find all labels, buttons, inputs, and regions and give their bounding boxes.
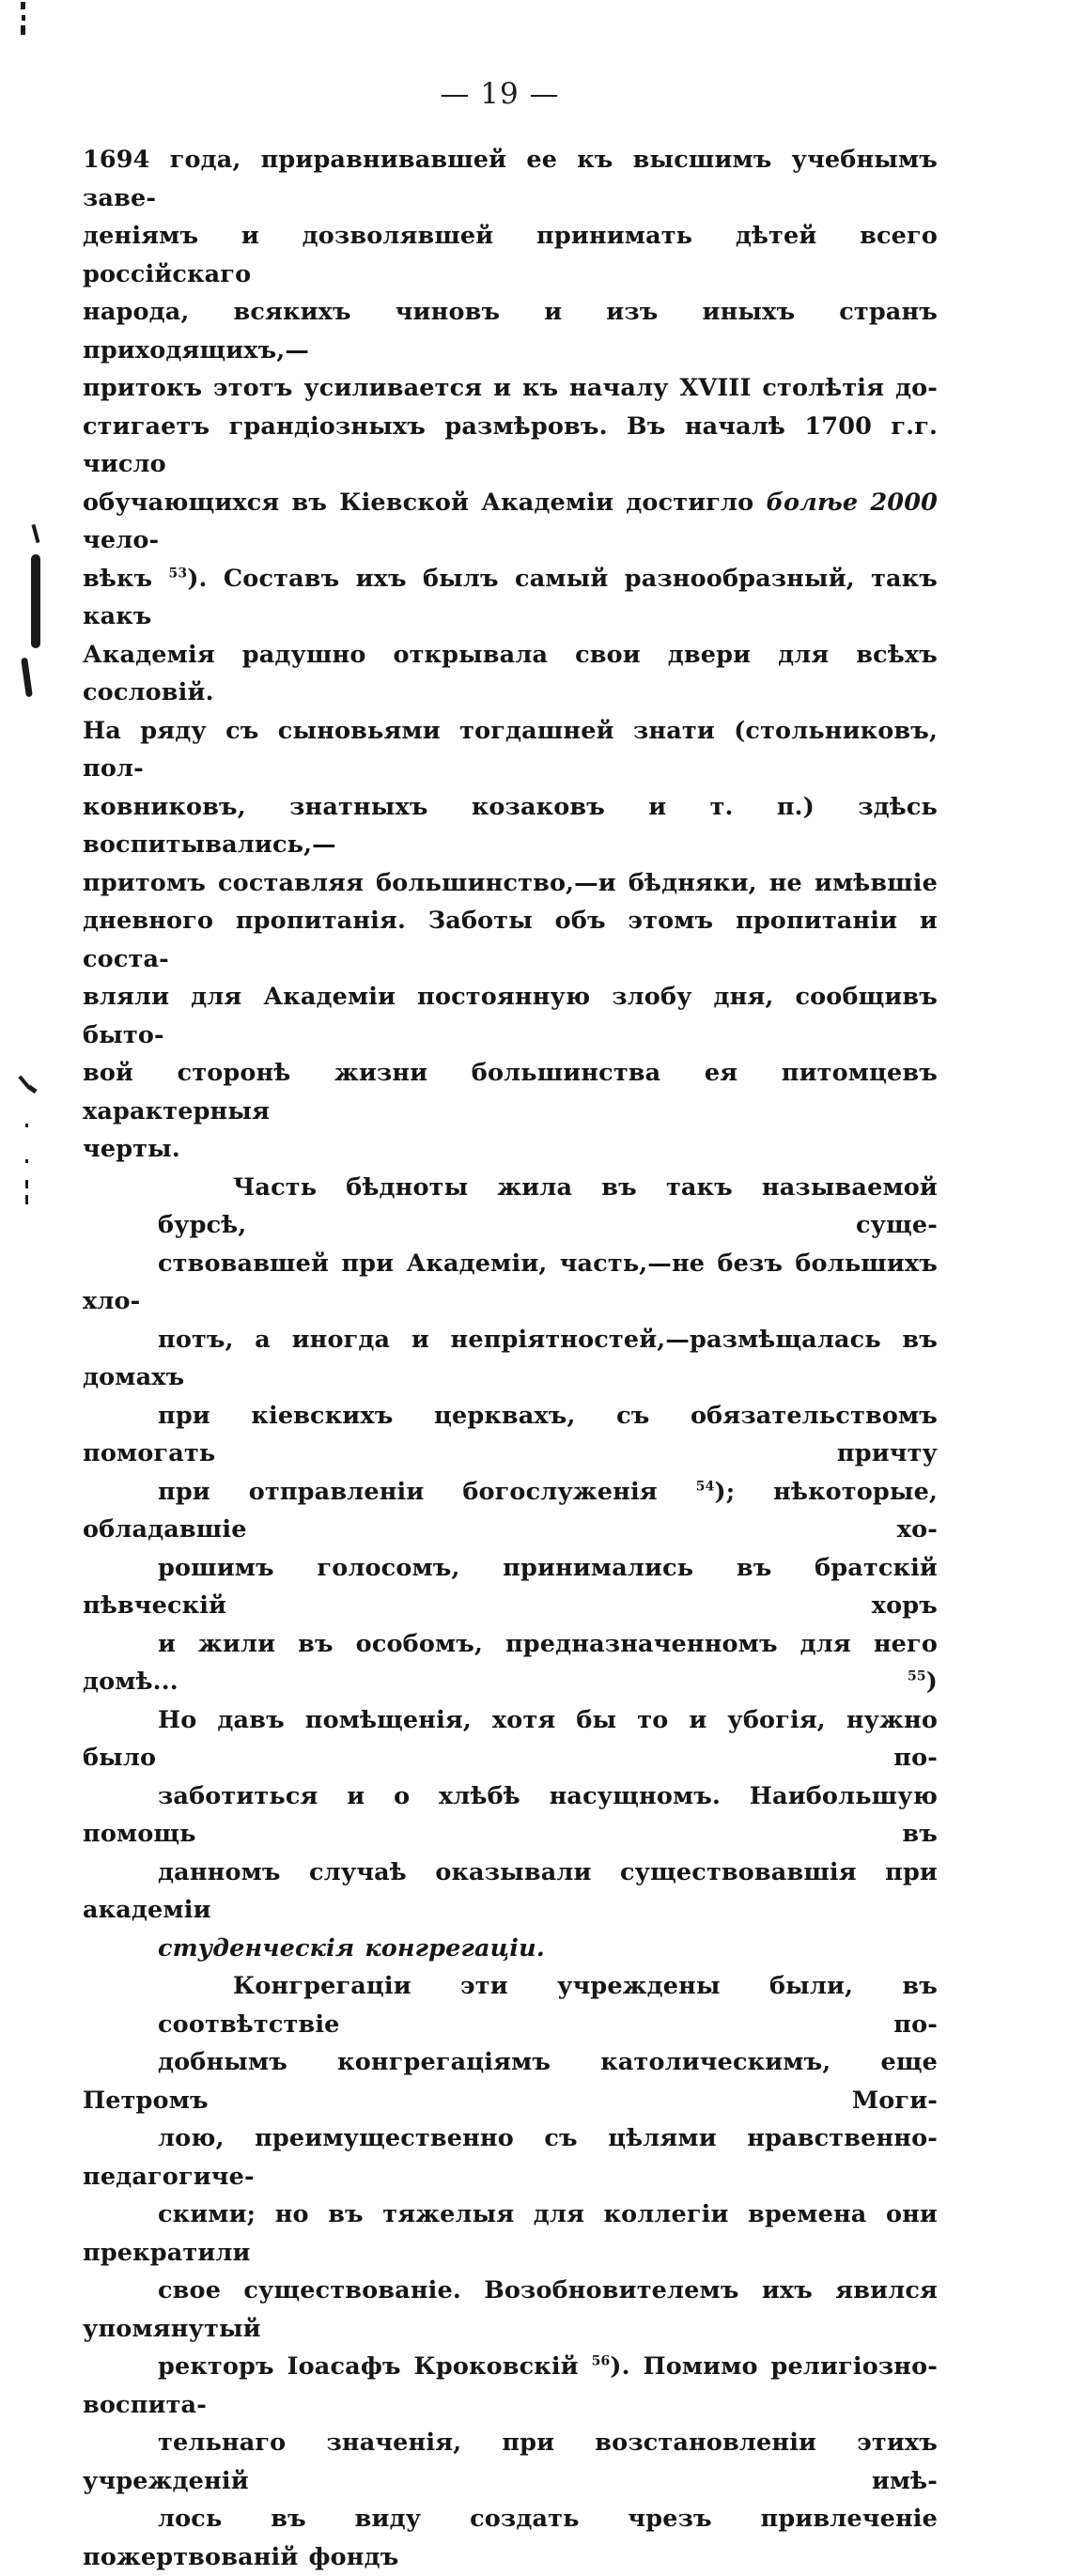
text-run: лою, преимущественно съ цѣлями нравственно-педагогиче- bbox=[83, 2124, 938, 2191]
text-line bbox=[83, 902, 938, 978]
text-run: стигаетъ грандіозныхъ размѣровъ. Въ началѣ 1700 г.г. число bbox=[83, 411, 938, 478]
footnote-ref: 55 bbox=[907, 1668, 926, 1684]
text-line bbox=[83, 1930, 938, 1968]
text-line bbox=[83, 2424, 938, 2500]
text-line bbox=[83, 560, 938, 636]
scan-mark bbox=[31, 554, 40, 648]
text-run: деніямъ и дозволявшей принимать дѣтей всего россійскаго bbox=[83, 222, 938, 288]
scan-mark bbox=[25, 1180, 28, 1188]
text-line bbox=[83, 1397, 938, 1473]
scan-mark bbox=[22, 15, 25, 21]
page-number: — 19 — bbox=[440, 77, 560, 111]
text-run: ); нѣкоторые, обладавшіе хо- bbox=[83, 1477, 938, 1544]
text-run: данномъ случаѣ оказывали существовавшія при академіи bbox=[83, 1857, 938, 1924]
scan-mark bbox=[21, 2, 25, 9]
text-run: дневного пропитанія. Заботы объ этомъ пропитаніи и соста- bbox=[83, 907, 938, 973]
paragraph bbox=[83, 1169, 938, 1968]
text-line bbox=[83, 2043, 938, 2119]
text-run: тельнаго значенія, при возстановленіи этихъ учрежденій имѣ- bbox=[83, 2429, 938, 2495]
text-run: при кіевскихъ церквахъ, съ обязательствомъ помогать причту bbox=[83, 1401, 938, 1467]
text-run: ). Помимо религіозно-воспита- bbox=[83, 2352, 938, 2419]
text-line bbox=[83, 1321, 938, 1397]
scan-mark bbox=[25, 1159, 28, 1163]
text-line bbox=[83, 2196, 938, 2272]
text-line bbox=[83, 1130, 938, 1169]
text-line bbox=[83, 1473, 938, 1549]
text-line bbox=[83, 141, 938, 217]
text-run: народа, всякихъ чиновъ и изъ иныхъ странъ приходящихъ,— bbox=[83, 298, 938, 365]
text-line bbox=[83, 788, 938, 864]
text-line bbox=[83, 1967, 938, 2043]
text-line bbox=[83, 293, 938, 369]
scan-mark bbox=[21, 25, 25, 35]
text-line bbox=[83, 978, 938, 1054]
text-line bbox=[83, 217, 938, 293]
footnote-ref: 54 bbox=[695, 1479, 715, 1494]
scan-mark bbox=[25, 1124, 28, 1127]
text-run: чело- bbox=[83, 526, 160, 554]
text-run: потъ, а иногда и непріятностей,—размѣщалась въ домахъ bbox=[83, 1325, 938, 1391]
text-run: заботиться и о хлѣбѣ насущномъ. Наибольшую помощь въ bbox=[83, 1781, 938, 1848]
footnote-ref: 53 bbox=[168, 566, 188, 581]
text-run: ствовавшей при Академіи, часть,—не безъ большихъ хло- bbox=[83, 1249, 938, 1315]
scan-mark bbox=[31, 524, 39, 543]
text-run: вѣкъ bbox=[83, 564, 169, 593]
text-run: притокъ этотъ усиливается и къ началу XVIII столѣтія до- bbox=[83, 374, 938, 402]
text-run: и жили въ особомъ, предназначенномъ для него домѣ... bbox=[83, 1629, 938, 1696]
text-run: добнымъ конгрегаціямъ католическимъ, еще Петромъ Моги- bbox=[83, 2048, 938, 2115]
text-line bbox=[83, 408, 938, 484]
text-run: при отправленіи богослуженія bbox=[158, 1477, 696, 1506]
text-run: Часть бѣдноты жила въ такъ называемой бурсѣ, суще- bbox=[158, 1172, 938, 1239]
text-line bbox=[83, 1549, 938, 1625]
text-line bbox=[83, 1245, 938, 1321]
text-run: вляли для Академіи постоянную злобу дня, сообщивъ быто- bbox=[83, 983, 938, 1049]
text-line bbox=[83, 2272, 938, 2348]
text-run: студенческія конгрегаціи. bbox=[158, 1933, 545, 1963]
text-run: ) bbox=[925, 1668, 938, 1696]
text-run: 1694 года, приравнивавшей ее къ высшимъ учебнымъ заве- bbox=[83, 146, 938, 212]
text-line bbox=[83, 1625, 938, 1701]
text-run: лось въ виду создать чрезъ привлеченіе пожертвованій фондъ bbox=[83, 2505, 938, 2571]
text-run: свое существованіе. Возобновителемъ ихъ явился упомянутый bbox=[83, 2276, 938, 2343]
footnote-ref: 56 bbox=[591, 2353, 611, 2369]
text-run: ). Составъ ихъ былъ самый разнообразный, такъ какъ bbox=[83, 564, 938, 630]
text-run: болѣе 2000 bbox=[766, 488, 938, 517]
text-line bbox=[83, 636, 938, 712]
text-line bbox=[83, 712, 938, 788]
text-line bbox=[83, 2119, 938, 2196]
text-line bbox=[83, 1854, 938, 1930]
text-line bbox=[83, 864, 938, 903]
scan-mark bbox=[27, 1085, 37, 1094]
text-run: Но давъ помѣщенія, хотя бы то и убогія, нужно было по- bbox=[83, 1705, 938, 1772]
text-run: Конгрегаціи эти учреждены были, въ соотвѣтствіе по- bbox=[158, 1972, 938, 2039]
text-line bbox=[83, 369, 938, 408]
text-line bbox=[83, 1777, 938, 1854]
text-line bbox=[83, 1701, 938, 1777]
text-run: На ряду съ сыновьями тогдашней знати (стольниковъ, пол- bbox=[83, 716, 938, 783]
text-run: Академія радушно открывала свои двери для всѣхъ сословій. bbox=[83, 640, 938, 706]
text-line bbox=[83, 2348, 938, 2424]
text-run: рошимъ голосомъ, принимались въ братскій пѣвческій хоръ bbox=[83, 1553, 938, 1620]
text-run: притомъ составляя большинство,—и бѣдняки, не имѣвшіе bbox=[83, 868, 938, 897]
text-line bbox=[83, 1169, 938, 1245]
text-line bbox=[83, 1054, 938, 1130]
body-text bbox=[83, 141, 938, 2576]
paragraph bbox=[83, 141, 938, 1169]
text-line bbox=[83, 2500, 938, 2576]
text-run: скими; но въ тяжелыя для коллегіи времена они прекратили bbox=[83, 2200, 938, 2267]
scan-mark bbox=[21, 658, 33, 698]
text-run: вой сторонѣ жизни большинства ея питомцевъ характерныя bbox=[83, 1059, 938, 1125]
paragraph bbox=[83, 1967, 938, 2576]
text-run: ковниковъ, знатныхъ козаковъ и т. п.) здѣсь воспитывались,— bbox=[83, 792, 938, 859]
text-line bbox=[83, 484, 938, 560]
text-run: обучающихся въ Кіевской Академіи достигло bbox=[83, 488, 767, 517]
text-run: черты. bbox=[83, 1135, 180, 1163]
scan-mark bbox=[25, 1195, 28, 1204]
text-run: ректоръ Іоасафъ Кроковскій bbox=[158, 2352, 592, 2381]
